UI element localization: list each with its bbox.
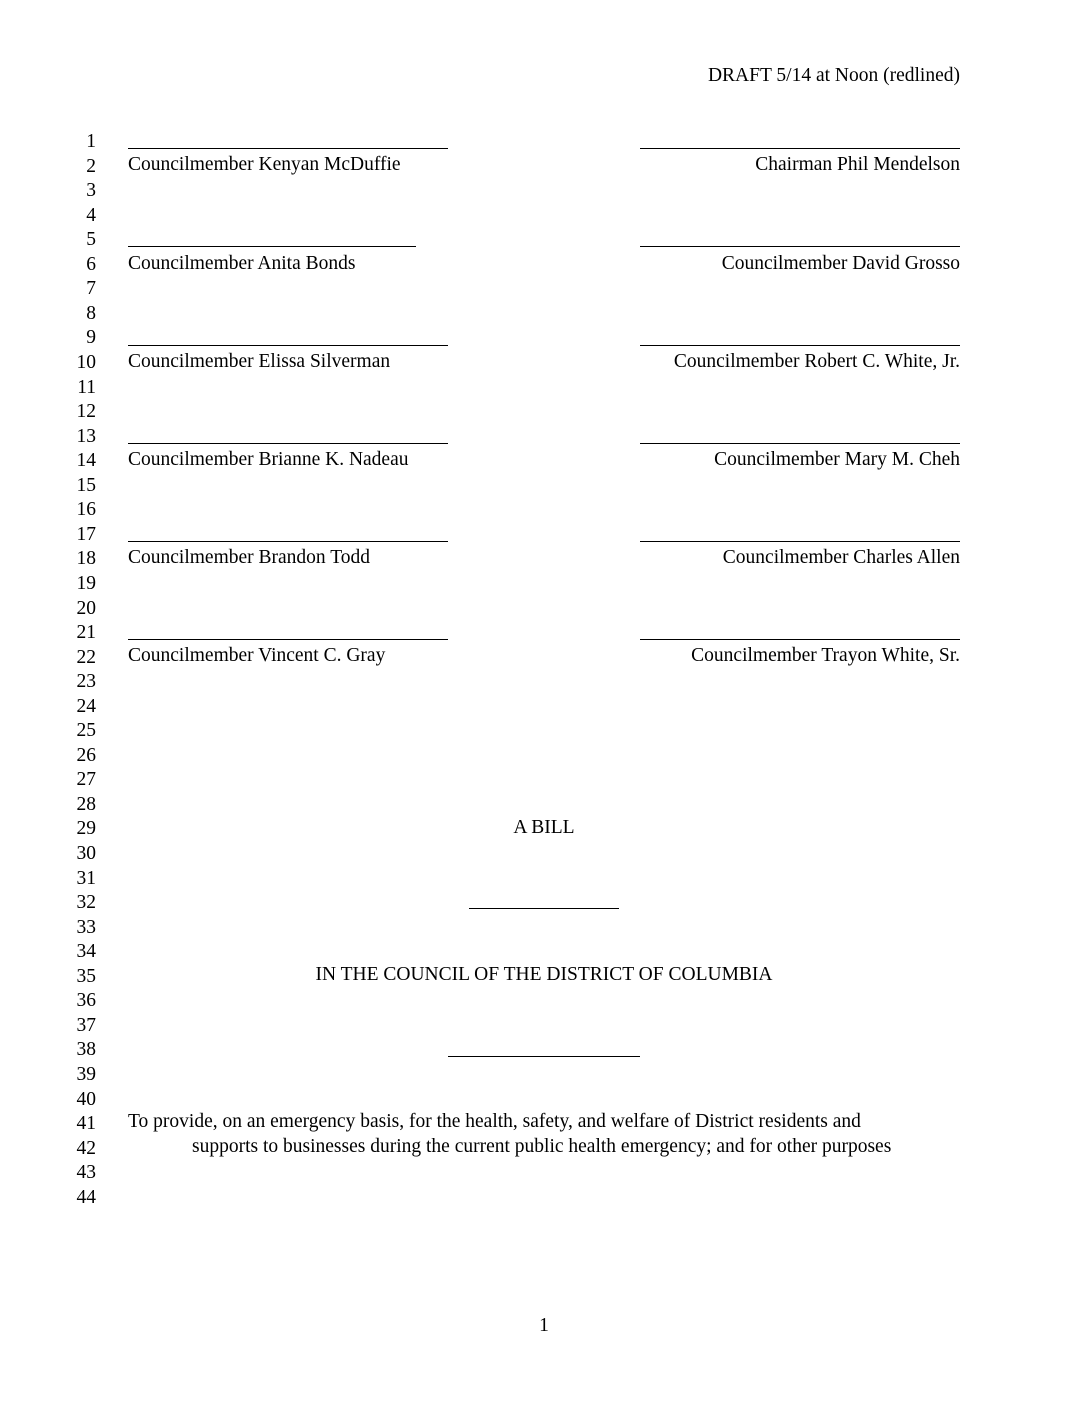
line-number: 28 [76,793,96,815]
line-number: 44 [76,1186,96,1208]
bill-heading: A BILL [513,817,575,838]
signatory-name: Councilmember Anita Bonds [128,253,356,274]
signature-line [128,345,448,346]
signature-line [128,443,448,444]
council-heading: IN THE COUNCIL OF THE DISTRICT OF COLUMBIA [315,964,773,985]
line-number: 13 [76,425,96,447]
line-number: 33 [76,916,96,938]
line-number: 2 [86,155,96,177]
line-number: 34 [76,941,96,963]
signatory-name: Councilmember Trayon White, Sr. [691,645,960,666]
signature-line [640,246,960,247]
line-number: 6 [86,253,96,275]
line-number: 18 [76,548,96,570]
line-number: 20 [76,597,96,619]
line-number: 21 [76,622,96,643]
line-number: 25 [76,720,96,742]
line-number: 19 [76,572,96,594]
line-number: 9 [86,327,96,349]
signature-line [640,345,960,346]
line-number: 32 [76,892,96,914]
bill-purpose [128,1110,968,1159]
signature-line [128,541,448,542]
line-number: 1 [86,131,96,152]
signatory-name: Councilmember David Grosso [721,253,960,274]
line-number: 37 [76,1014,96,1036]
line-number: 22 [76,646,96,668]
line-number: 30 [76,843,96,864]
line-number: 41 [76,1113,96,1134]
line-number: 10 [76,352,96,373]
line-number: 40 [76,1088,96,1110]
signatory-name: Councilmember Vincent C. Gray [128,645,386,666]
line-number: 39 [76,1063,96,1085]
bill-number-line [469,908,619,909]
line-number: 15 [76,474,96,496]
signature-line [640,148,960,149]
line-number: 38 [76,1039,96,1061]
line-number: 24 [76,695,96,717]
line-number: 3 [86,180,96,202]
line-number: 16 [76,499,96,521]
line-number: 27 [76,769,96,791]
signatory-name: Councilmember Mary M. Cheh [714,449,960,470]
purpose-line: supports to businesses during the current public health emergency; and for other purposes [192,1135,892,1157]
signature-line [640,541,960,542]
line-number: 29 [76,818,96,840]
line-number: 43 [76,1162,96,1184]
signature-line [128,148,448,149]
line-number: 42 [76,1137,96,1159]
draft-header: DRAFT 5/14 at Noon (redlined) [707,65,960,86]
line-number: 23 [76,671,96,693]
line-number: 26 [76,744,96,766]
line-number: 14 [76,450,96,472]
signatory-name: Councilmember Elissa Silverman [128,351,391,372]
signatory-name: Councilmember Brandon Todd [128,547,370,568]
signatory-name: Councilmember Robert C. White, Jr. [673,351,960,372]
introduction-date-line [448,1056,640,1057]
line-number: 17 [76,523,96,545]
signature-line [128,246,416,247]
page-number: 1 [539,1315,549,1336]
signature-line [640,443,960,444]
purpose-line: To provide, on an emergency basis, for the health, safety, and welfare of District residents and [128,1111,861,1132]
line-number: 35 [76,965,96,987]
signature-line [640,639,960,640]
signature-line [128,639,448,640]
signatory-name: Councilmember Brianne K. Nadeau [128,449,409,470]
signatory-name: Chairman Phil Mendelson [755,154,960,175]
line-number: 11 [77,376,96,398]
line-number: 12 [76,401,96,423]
line-number: 7 [86,278,96,300]
line-number: 31 [76,867,96,889]
line-number: 4 [86,204,96,226]
line-number: 8 [86,302,96,324]
signatory-name: Councilmember Charles Allen [722,547,960,568]
line-number: 36 [76,990,96,1012]
line-number: 5 [86,229,96,251]
signatory-name: Councilmember Kenyan McDuffie [128,154,401,175]
